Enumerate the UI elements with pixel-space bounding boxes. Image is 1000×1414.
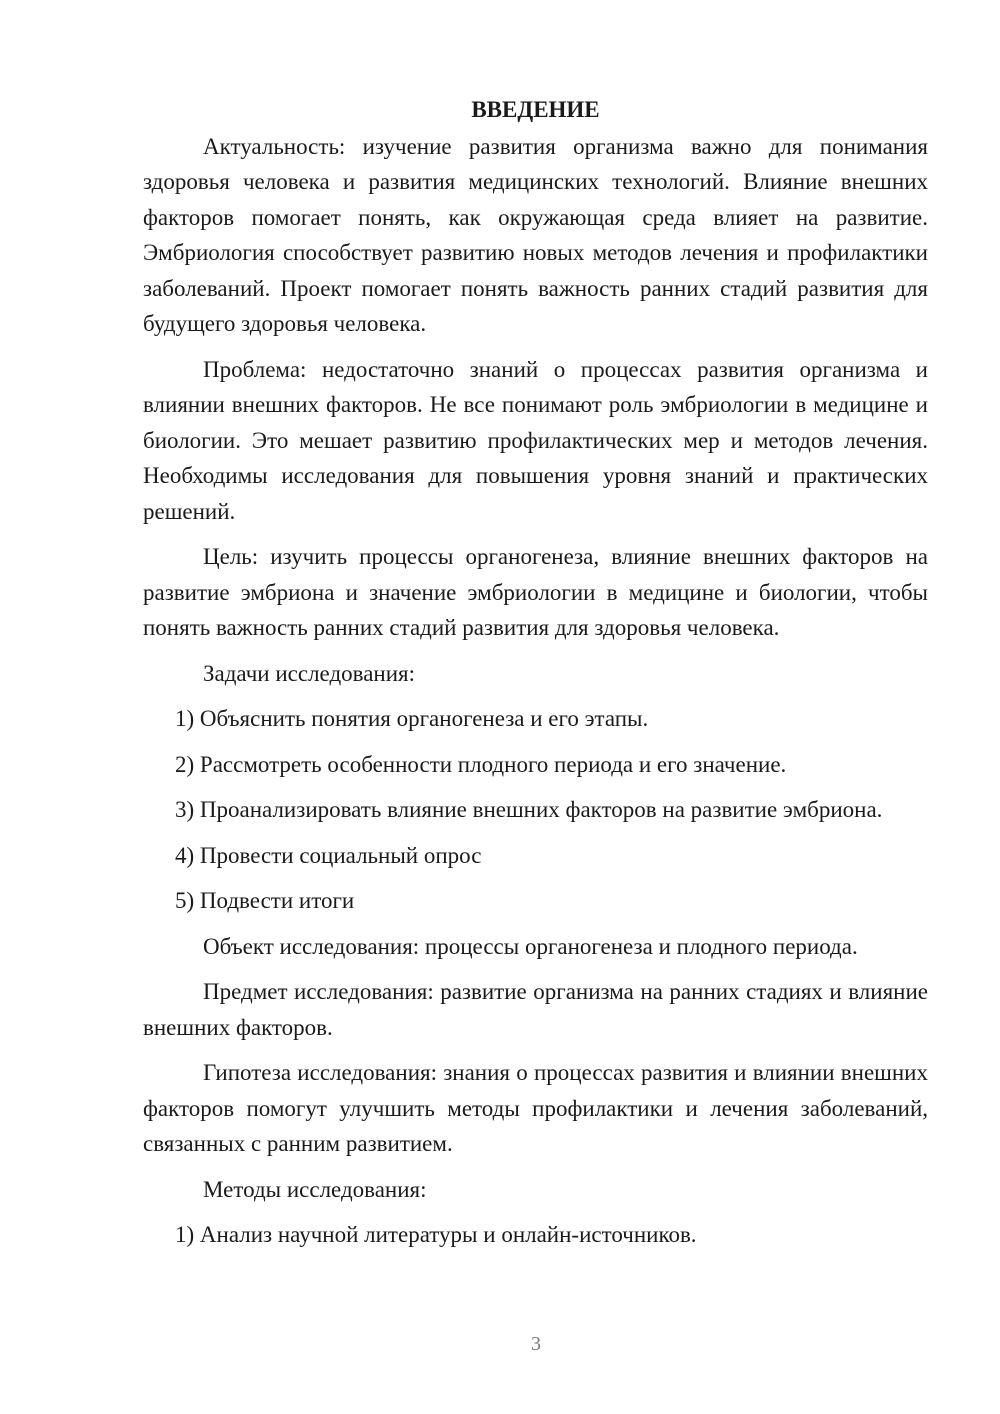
subject-paragraph: Предмет исследования: развитие организма на ранних стадиях и влияние внешних факторов. xyxy=(143,979,928,1040)
methods-heading: Методы исследования: xyxy=(203,1176,427,1202)
relevance-paragraph: Актуальность: изучение развития организма важно для понимания здоровья человека и развития медицинских технологий. Влияние внешних факторов помогает понять, как окружающая среда влияет на развитие. Эмбриология способствует развитию новых методов лечения и профилактики заболеваний. Проект помогает понять важность ранних стадий развития для будущего здоровья человека. xyxy=(143,133,928,336)
page-number: 3 xyxy=(531,1333,541,1355)
task-item-5: 5) Подвести итоги xyxy=(175,888,355,913)
page-content xyxy=(143,92,928,1263)
task-item-2: 2) Рассмотреть особенности плодного периода и его значение. xyxy=(175,751,787,777)
task-item-1: 1) Объяснить понятия органогенеза и его этапы. xyxy=(175,706,649,731)
goal-paragraph: Цель: изучить процессы органогенеза, влияние внешних факторов на развитие эмбриона и значение эмбриологии в медицине и биологии, чтобы понять важность ранних стадий развития для здоровья человека. xyxy=(143,544,928,640)
task-item-4: 4) Провести социальный опрос xyxy=(175,842,482,868)
object-paragraph: Объект исследования: процессы органогенеза и плодного периода. xyxy=(203,933,858,959)
hypothesis-paragraph: Гипотеза исследования: знания о процессах развития и влиянии внешних факторов помогут улучшить методы профилактики и лечения заболеваний, связанных с ранним развитием. xyxy=(143,1060,928,1156)
method-item-1: 1) Анализ научной литературы и онлайн-источников. xyxy=(175,1222,697,1247)
problem-paragraph: Проблема: недостаточно знаний о процессах развития организма и влиянии внешних факторов. Не все понимают роль эмбриологии в медицине и биологии. Это мешает развитию профилактических мер и методов лечения. Необходимы исследования для повышения уровня знаний и практических решений. xyxy=(143,356,928,524)
tasks-heading: Задачи исследования: xyxy=(203,660,416,686)
section-title: ВВЕДЕНИЕ xyxy=(471,97,600,122)
task-item-3: 3) Проанализировать влияние внешних факторов на развитие эмбриона. xyxy=(175,797,883,822)
